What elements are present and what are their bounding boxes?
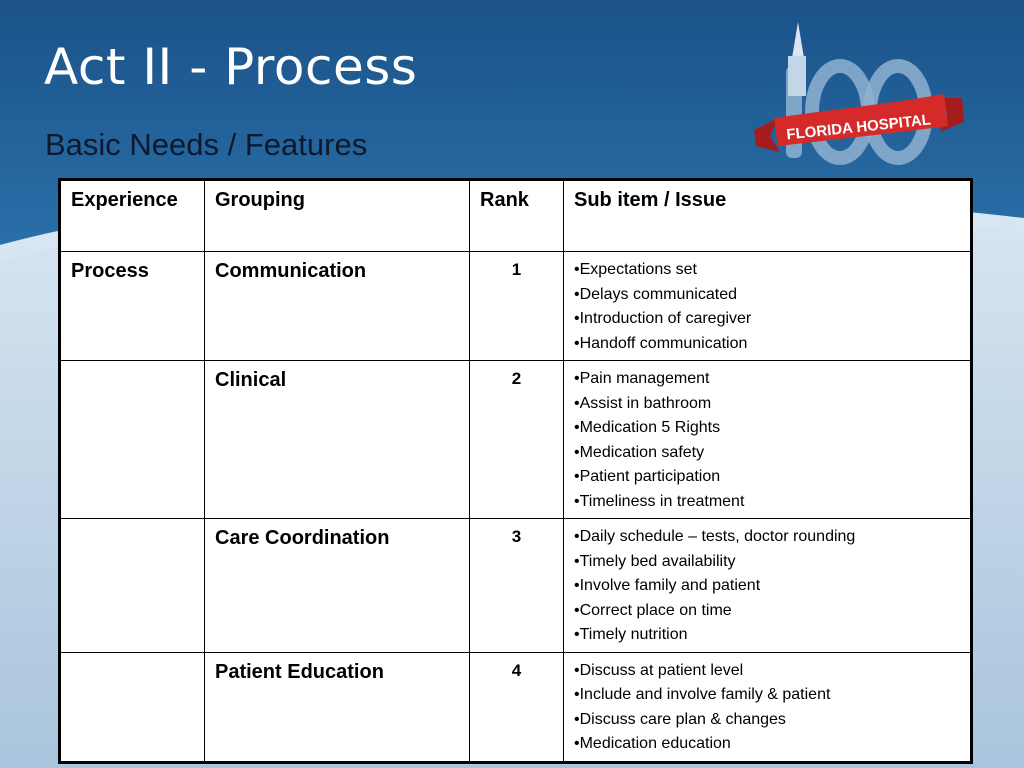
experience-cell	[60, 361, 205, 519]
list-item: •Discuss at patient level	[574, 661, 744, 679]
list-item: •Delays communicated	[574, 285, 737, 303]
list-item: •Expectations set	[574, 261, 697, 278]
list-item: •Pain management	[574, 370, 710, 387]
sub-items-cell	[564, 361, 972, 519]
grouping-cell: Communication	[205, 252, 470, 361]
list-item: •Include and involve family & patient	[574, 686, 831, 703]
logo-ribbon-text: FLORIDA HOSPITAL	[785, 111, 932, 144]
table-row	[60, 519, 972, 653]
list-item: •Discuss care plan & changes	[574, 710, 786, 728]
florida-hospital-100-logo-icon	[748, 18, 968, 168]
table-row	[60, 652, 972, 762]
list-item: •Handoff communication	[574, 334, 748, 352]
list-item: •Patient participation	[574, 468, 721, 485]
rank-cell: 2	[470, 361, 564, 519]
list-item: •Timely bed availability	[574, 552, 736, 570]
list-item: •Correct place on time	[574, 601, 732, 619]
grouping-cell: Patient Education	[205, 652, 470, 762]
list-item: •Medication safety	[574, 443, 705, 461]
needs-features-table	[58, 178, 970, 752]
sub-items-cell	[564, 519, 972, 653]
header-sub-item: Sub item / Issue	[564, 180, 972, 252]
list-item: •Daily schedule – tests, doctor rounding	[574, 528, 856, 545]
table-row	[60, 252, 972, 361]
rank-cell: 1	[470, 252, 564, 361]
list-item: •Timely nutrition	[574, 626, 688, 643]
table-header-row	[60, 180, 972, 252]
rank-cell: 3	[470, 519, 564, 653]
sub-items-cell	[564, 252, 972, 361]
list-item: •Assist in bathroom	[574, 394, 712, 412]
sub-items-cell	[564, 652, 972, 762]
experience-cell	[60, 652, 205, 762]
experience-cell: Process	[60, 252, 205, 361]
slide-subtitle: Basic Needs / Features	[45, 127, 368, 162]
list-item: •Involve family and patient	[574, 577, 761, 594]
header-experience: Experience	[60, 180, 205, 252]
grouping-cell: Care Coordination	[205, 519, 470, 653]
list-item: •Medication education	[574, 735, 731, 752]
rank-cell: 4	[470, 652, 564, 762]
list-item: •Introduction of caregiver	[574, 310, 752, 327]
list-item: •Medication 5 Rights	[574, 419, 721, 436]
experience-cell	[60, 519, 205, 653]
header-grouping: Grouping	[205, 180, 470, 252]
header-rank: Rank	[470, 180, 564, 252]
table-row	[60, 361, 972, 519]
list-item: •Timeliness in treatment	[574, 492, 745, 510]
slide-title: Act II - Process	[44, 38, 418, 96]
grouping-cell: Clinical	[205, 361, 470, 519]
